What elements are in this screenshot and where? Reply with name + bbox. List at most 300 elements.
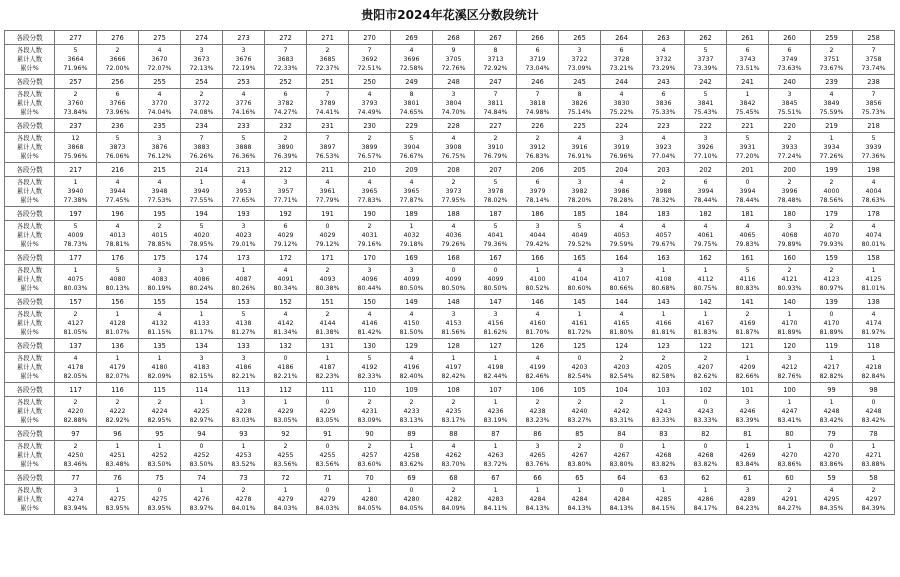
segment-count: 8 — [577, 91, 582, 98]
label-cum: 累计人数 — [16, 364, 43, 371]
cumulative-count: 3811 — [487, 100, 504, 107]
stats-cell — [685, 45, 727, 75]
cumulative-count: 4270 — [781, 452, 798, 459]
cumulative-percent: 76.06% — [105, 153, 130, 160]
cumulative-percent: 83.80% — [609, 461, 634, 468]
segment-count: 4 — [73, 355, 78, 362]
segment-count: 1 — [535, 487, 540, 494]
segment-count: 1 — [493, 443, 498, 450]
cumulative-percent: 80.66% — [609, 285, 634, 292]
segment-count: 4 — [661, 223, 666, 230]
score-cell: 217 — [55, 163, 97, 177]
cumulative-count: 3979 — [529, 188, 546, 195]
stats-cell — [181, 265, 223, 295]
label-count: 各段人数 — [16, 267, 43, 274]
score-cell: 266 — [517, 31, 559, 45]
score-cell: 186 — [517, 207, 559, 221]
cumulative-percent: 83.82% — [651, 461, 676, 468]
stats-cell — [811, 309, 853, 339]
cumulative-percent: 84.09% — [441, 505, 466, 512]
stats-cell — [685, 177, 727, 207]
page-title: 贵阳市2024年花溪区分数段统计 — [361, 8, 539, 22]
score-cell: 222 — [685, 119, 727, 133]
label-count: 各段人数 — [16, 355, 43, 362]
stats-cell — [265, 45, 307, 75]
stats-cell — [139, 397, 181, 427]
cumulative-percent: 78.44% — [693, 197, 718, 204]
segment-count: 3 — [73, 487, 78, 494]
cumulative-count: 3965 — [361, 188, 378, 195]
cumulative-count: 3713 — [487, 56, 504, 63]
stats-cell — [223, 221, 265, 251]
score-cell: 268 — [433, 31, 475, 45]
cumulative-percent: 83.82% — [693, 461, 718, 468]
score-cell: 194 — [181, 207, 223, 221]
score-cell: 180 — [769, 207, 811, 221]
segment-count: 8 — [493, 47, 498, 54]
cumulative-percent: 80.50% — [399, 285, 424, 292]
cumulative-count: 3776 — [235, 100, 252, 107]
score-cell: 182 — [685, 207, 727, 221]
segment-count: 2 — [283, 443, 288, 450]
cumulative-count: 3923 — [655, 144, 672, 151]
cumulative-count: 3801 — [403, 100, 420, 107]
segment-count: 3 — [451, 91, 456, 98]
stats-cell — [643, 441, 685, 471]
stats-cell — [55, 397, 97, 427]
stats-cell — [433, 397, 475, 427]
segment-count: 3 — [241, 47, 246, 54]
label-count: 各段人数 — [16, 91, 43, 98]
stats-cell — [727, 133, 769, 163]
stats-cell — [265, 441, 307, 471]
cumulative-percent: 72.19% — [231, 65, 256, 72]
score-cell: 234 — [181, 119, 223, 133]
cumulative-percent: 83.42% — [861, 417, 886, 424]
cumulative-percent: 84.13% — [567, 505, 592, 512]
stats-cell — [307, 45, 349, 75]
cumulative-count: 3953 — [235, 188, 252, 195]
cumulative-count: 4178 — [67, 364, 84, 371]
score-cell: 272 — [265, 31, 307, 45]
score-cell: 187 — [475, 207, 517, 221]
score-cell: 267 — [475, 31, 517, 45]
segment-count: 2 — [367, 223, 372, 230]
cumulative-percent: 78.44% — [735, 197, 760, 204]
stats-cell — [97, 441, 139, 471]
stats-cell — [139, 133, 181, 163]
cumulative-count: 3883 — [193, 144, 210, 151]
score-cell: 190 — [349, 207, 391, 221]
segment-count: 0 — [493, 267, 498, 274]
segment-count: 1 — [73, 179, 78, 186]
segment-count: 0 — [619, 443, 624, 450]
score-cell: 261 — [727, 31, 769, 45]
cumulative-percent: 73.84% — [63, 109, 88, 116]
score-distribution-table — [4, 30, 895, 515]
cumulative-percent: 78.85% — [147, 241, 172, 248]
cumulative-percent: 82.84% — [861, 373, 886, 380]
stats-cell — [643, 221, 685, 251]
segment-count: 0 — [451, 267, 456, 274]
segment-count: 3 — [577, 179, 582, 186]
stats-cell — [181, 177, 223, 207]
cumulative-count: 3670 — [151, 56, 168, 63]
score-cell: 84 — [601, 427, 643, 441]
cumulative-percent: 73.39% — [693, 65, 718, 72]
segment-count: 4 — [241, 91, 246, 98]
cumulative-percent: 73.29% — [651, 65, 676, 72]
cumulative-count: 4086 — [193, 276, 210, 283]
score-cell: 208 — [433, 163, 475, 177]
segment-count: 4 — [829, 91, 834, 98]
stats-cell — [391, 221, 433, 251]
score-cell: 237 — [55, 119, 97, 133]
cumulative-percent: 81.56% — [441, 329, 466, 336]
score-cell: 171 — [307, 251, 349, 265]
cumulative-count: 4186 — [235, 364, 252, 371]
segment-count: 1 — [199, 399, 204, 406]
score-cell: 144 — [601, 295, 643, 309]
stats-cell — [307, 441, 349, 471]
cumulative-count: 4270 — [823, 452, 840, 459]
score-cell: 59 — [811, 471, 853, 485]
cumulative-count: 3934 — [823, 144, 840, 151]
cumulative-count: 3845 — [781, 100, 798, 107]
segment-count: 4 — [409, 47, 414, 54]
stats-cell — [601, 353, 643, 383]
cumulative-count: 4075 — [67, 276, 84, 283]
segment-count: 2 — [703, 355, 708, 362]
score-cell: 170 — [349, 251, 391, 265]
cumulative-percent: 76.96% — [609, 153, 634, 160]
cumulative-count: 4096 — [361, 276, 378, 283]
score-cell: 118 — [853, 339, 895, 353]
segment-count: 5 — [115, 135, 120, 142]
stats-row-labels — [5, 89, 55, 119]
score-cell: 254 — [181, 75, 223, 89]
cumulative-count: 3988 — [655, 188, 672, 195]
cumulative-percent: 79.26% — [441, 241, 466, 248]
stats-cell — [727, 485, 769, 515]
cumulative-count: 3666 — [109, 56, 126, 63]
segment-count: 7 — [325, 91, 330, 98]
cumulative-percent: 80.50% — [441, 285, 466, 292]
cumulative-percent: 77.38% — [63, 197, 88, 204]
cumulative-count: 4235 — [445, 408, 462, 415]
score-cell: 215 — [139, 163, 181, 177]
score-cell: 58 — [853, 471, 895, 485]
segment-count: 6 — [115, 91, 120, 98]
cumulative-count: 4009 — [67, 232, 84, 239]
cumulative-count: 3940 — [67, 188, 84, 195]
segment-count: 1 — [745, 443, 750, 450]
score-cell: 76 — [97, 471, 139, 485]
cumulative-percent: 81.15% — [147, 329, 172, 336]
score-cell: 140 — [769, 295, 811, 309]
segment-count: 5 — [871, 135, 876, 142]
score-cell: 101 — [727, 383, 769, 397]
cumulative-count: 3772 — [193, 100, 210, 107]
stats-cell — [475, 485, 517, 515]
label-cum: 累计人数 — [16, 408, 43, 415]
cumulative-count: 4217 — [823, 364, 840, 371]
segment-count: 5 — [199, 223, 204, 230]
score-cell: 79 — [811, 427, 853, 441]
segment-count: 8 — [409, 91, 414, 98]
segment-count: 7 — [535, 91, 540, 98]
cumulative-count: 3888 — [235, 144, 252, 151]
segment-count: 0 — [283, 355, 288, 362]
stats-cell — [643, 45, 685, 75]
label-pct: 累计% — [20, 197, 39, 204]
stats-cell — [391, 45, 433, 75]
segment-count: 0 — [409, 487, 414, 494]
segment-count: 5 — [241, 311, 246, 318]
cumulative-count: 4284 — [529, 496, 546, 503]
cumulative-percent: 81.42% — [357, 329, 382, 336]
cumulative-percent: 81.72% — [567, 329, 592, 336]
cumulative-count: 4192 — [361, 364, 378, 371]
stats-cell — [307, 353, 349, 383]
stats-cell — [433, 353, 475, 383]
cumulative-percent: 78.28% — [609, 197, 634, 204]
score-cell: 181 — [727, 207, 769, 221]
cumulative-percent: 79.75% — [693, 241, 718, 248]
cumulative-count: 4262 — [445, 452, 462, 459]
segment-count: 3 — [199, 267, 204, 274]
cumulative-count: 4020 — [193, 232, 210, 239]
cumulative-percent: 83.23% — [525, 417, 550, 424]
segment-count: 3 — [241, 355, 246, 362]
segment-count: 4 — [409, 179, 414, 186]
cumulative-percent: 83.88% — [861, 461, 886, 468]
cumulative-count: 4160 — [529, 320, 546, 327]
cumulative-count: 4252 — [193, 452, 210, 459]
cumulative-percent: 83.13% — [399, 417, 424, 424]
cumulative-percent: 81.05% — [63, 329, 88, 336]
cumulative-percent: 84.13% — [609, 505, 634, 512]
cumulative-count: 4127 — [67, 320, 84, 327]
cumulative-count: 4284 — [613, 496, 630, 503]
label-pct: 累计% — [20, 241, 39, 248]
cumulative-count: 4099 — [487, 276, 504, 283]
stats-cell — [475, 441, 517, 471]
stats-cell — [139, 265, 181, 295]
cumulative-percent: 80.38% — [315, 285, 340, 292]
score-cell: 169 — [391, 251, 433, 265]
stats-cell — [475, 45, 517, 75]
stats-row-labels — [5, 485, 55, 515]
segment-count: 0 — [157, 487, 162, 494]
stats-cell — [181, 309, 223, 339]
stats-cell — [139, 441, 181, 471]
cumulative-percent: 77.24% — [777, 153, 802, 160]
score-cell: 109 — [391, 383, 433, 397]
cumulative-count: 4282 — [445, 496, 462, 503]
stats-cell — [55, 265, 97, 295]
segment-count: 3 — [367, 267, 372, 274]
cumulative-percent: 83.09% — [357, 417, 382, 424]
stats-cell — [517, 441, 559, 471]
segment-count: 4 — [367, 311, 372, 318]
stats-cell — [517, 45, 559, 75]
score-cell: 74 — [181, 471, 223, 485]
segment-count: 5 — [745, 135, 750, 142]
cumulative-count: 4041 — [487, 232, 504, 239]
score-cell: 275 — [139, 31, 181, 45]
cumulative-count: 3830 — [613, 100, 630, 107]
segment-count: 2 — [619, 355, 624, 362]
score-cell: 198 — [853, 163, 895, 177]
score-cell: 213 — [223, 163, 265, 177]
segment-count: 3 — [535, 443, 540, 450]
cumulative-percent: 76.26% — [189, 153, 214, 160]
cumulative-count: 4093 — [319, 276, 336, 283]
cumulative-count: 3766 — [109, 100, 126, 107]
segment-count: 1 — [493, 399, 498, 406]
cumulative-percent: 79.93% — [819, 241, 844, 248]
score-cell: 123 — [643, 339, 685, 353]
cumulative-percent: 72.51% — [357, 65, 382, 72]
cumulative-percent: 75.33% — [651, 109, 676, 116]
stats-cell — [139, 45, 181, 75]
cumulative-percent: 82.42% — [441, 373, 466, 380]
stats-cell — [811, 45, 853, 75]
segment-count: 3 — [157, 267, 162, 274]
segment-count: 1 — [703, 487, 708, 494]
segment-count: 6 — [283, 223, 288, 230]
segment-count: 0 — [745, 179, 750, 186]
stats-cell — [55, 309, 97, 339]
score-cell: 97 — [55, 427, 97, 441]
cumulative-count: 4269 — [739, 452, 756, 459]
stats-row — [5, 265, 895, 295]
cumulative-percent: 80.50% — [483, 285, 508, 292]
cumulative-percent: 81.62% — [483, 329, 508, 336]
cumulative-count: 3719 — [529, 56, 546, 63]
segment-count: 1 — [409, 223, 414, 230]
segment-count: 1 — [115, 311, 120, 318]
stats-cell — [181, 133, 223, 163]
cumulative-count: 3760 — [67, 100, 84, 107]
stats-cell — [391, 485, 433, 515]
score-row — [5, 427, 895, 441]
cumulative-count: 3728 — [613, 56, 630, 63]
cumulative-percent: 82.44% — [483, 373, 508, 380]
stats-cell — [727, 397, 769, 427]
cumulative-percent: 82.66% — [735, 373, 760, 380]
segment-count: 2 — [451, 179, 456, 186]
score-cell: 241 — [727, 75, 769, 89]
label-pct: 累计% — [20, 285, 39, 292]
segment-count: 3 — [157, 135, 162, 142]
cumulative-percent: 74.49% — [357, 109, 382, 116]
cumulative-percent: 81.01% — [861, 285, 886, 292]
cumulative-percent: 74.27% — [273, 109, 298, 116]
segment-count: 3 — [745, 487, 750, 494]
score-cell: 271 — [307, 31, 349, 45]
score-cell: 251 — [307, 75, 349, 89]
score-cell: 195 — [139, 207, 181, 221]
cumulative-count: 3916 — [571, 144, 588, 151]
score-cell: 204 — [601, 163, 643, 177]
stats-cell — [433, 45, 475, 75]
cumulative-percent: 83.52% — [231, 461, 256, 468]
cumulative-count: 4138 — [235, 320, 252, 327]
cumulative-percent: 78.32% — [651, 197, 676, 204]
segment-count: 6 — [283, 91, 288, 98]
stats-cell — [55, 441, 97, 471]
segment-count: 7 — [199, 135, 204, 142]
segment-count: 7 — [871, 91, 876, 98]
stats-row — [5, 177, 895, 207]
segment-count: 0 — [829, 443, 834, 450]
cumulative-percent: 84.01% — [231, 505, 256, 512]
cumulative-count: 3722 — [571, 56, 588, 63]
stats-cell — [769, 397, 811, 427]
segment-count: 7 — [367, 47, 372, 54]
stats-cell — [643, 485, 685, 515]
stats-cell — [265, 265, 307, 295]
cumulative-percent: 79.01% — [231, 241, 256, 248]
segment-count: 4 — [535, 355, 540, 362]
cumulative-percent: 72.92% — [483, 65, 508, 72]
segment-count: 4 — [619, 223, 624, 230]
segment-count: 4 — [283, 311, 288, 318]
cumulative-count: 4000 — [823, 188, 840, 195]
cumulative-count: 3732 — [655, 56, 672, 63]
cumulative-percent: 80.01% — [861, 241, 886, 248]
cumulative-percent: 83.50% — [189, 461, 214, 468]
segment-count: 4 — [325, 179, 330, 186]
stats-cell — [349, 441, 391, 471]
score-cell: 152 — [265, 295, 307, 309]
score-cell: 151 — [307, 295, 349, 309]
stats-row-labels — [5, 133, 55, 163]
segment-count: 4 — [409, 355, 414, 362]
cumulative-percent: 80.26% — [231, 285, 256, 292]
score-cell: 142 — [685, 295, 727, 309]
cumulative-percent: 82.54% — [609, 373, 634, 380]
cumulative-percent: 77.20% — [735, 153, 760, 160]
score-cell: 191 — [307, 207, 349, 221]
cumulative-percent: 83.84% — [735, 461, 760, 468]
cumulative-percent: 72.76% — [441, 65, 466, 72]
cumulative-count: 3793 — [361, 100, 378, 107]
score-row-label: 各段分数 — [5, 295, 55, 309]
stats-cell — [223, 177, 265, 207]
cumulative-count: 3890 — [277, 144, 294, 151]
cumulative-percent: 74.65% — [399, 109, 424, 116]
stats-row-labels — [5, 353, 55, 383]
score-cell: 168 — [433, 251, 475, 265]
segment-count: 2 — [787, 267, 792, 274]
score-row — [5, 339, 895, 353]
segment-count: 0 — [703, 399, 708, 406]
stats-row-labels — [5, 397, 55, 427]
cumulative-percent: 77.26% — [819, 153, 844, 160]
cumulative-count: 3982 — [571, 188, 588, 195]
stats-cell — [769, 485, 811, 515]
cumulative-percent: 78.48% — [777, 197, 802, 204]
stats-cell — [97, 485, 139, 515]
score-cell: 113 — [223, 383, 265, 397]
score-cell: 134 — [181, 339, 223, 353]
cumulative-percent: 79.12% — [273, 241, 298, 248]
cumulative-percent: 83.46% — [63, 461, 88, 468]
cumulative-count: 4263 — [487, 452, 504, 459]
